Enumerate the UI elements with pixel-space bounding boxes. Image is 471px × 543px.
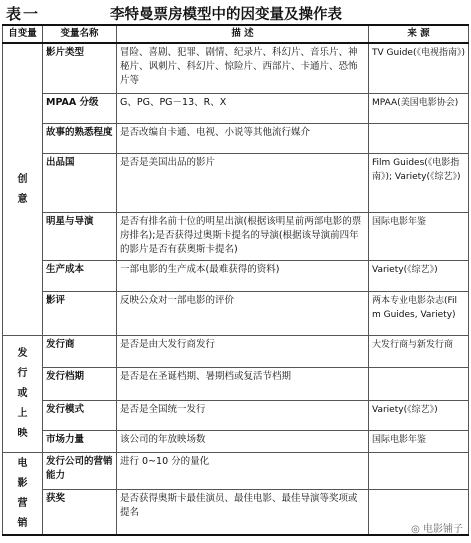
row-variable: 发行档期 — [43, 368, 117, 400]
wechat-icon: ◎ — [411, 524, 420, 535]
header-category: 自变量 — [3, 25, 43, 43]
table-row — [3, 400, 469, 430]
header-description: 描 述 — [117, 25, 369, 43]
row-variable: 故事的熟悉程度 — [43, 124, 117, 154]
row-variable: 发行公司的营销能力 — [43, 453, 117, 490]
title-row — [0, 0, 471, 24]
row-variable: 出品国 — [43, 154, 117, 213]
row-source: 大发行商与新发行商 — [369, 336, 469, 368]
table-row — [3, 430, 469, 452]
table-row — [3, 43, 469, 93]
row-source: MPAA(美国电影协会) — [369, 93, 469, 123]
row-source: Variety(《综艺》) — [369, 400, 469, 430]
row-source: Film Guides(《电影指南》); Variety(《综艺》) — [369, 154, 469, 213]
table-label: 表一 — [6, 5, 41, 23]
table-row — [3, 453, 469, 490]
row-variable: 获奖 — [43, 490, 117, 535]
category-marketing: 电影营销 — [3, 453, 43, 535]
row-description: 是否是在圣诞档期、暑期档或复活节档期 — [117, 368, 369, 400]
row-description: 该公司的年放映场数 — [117, 430, 369, 452]
row-description: 是否获得奥斯卡最佳演员、最佳电影、最佳导演等奖项或提名 — [117, 490, 369, 535]
row-source — [369, 453, 469, 490]
row-source — [369, 368, 469, 400]
row-variable: 影评 — [43, 291, 117, 335]
row-source: TV Guide(《电视指南》) — [369, 43, 469, 93]
table-row — [3, 291, 469, 335]
watermark-logo — [411, 520, 463, 535]
table-row — [3, 213, 469, 261]
row-variable: 市场力量 — [43, 430, 117, 452]
table-row — [3, 261, 469, 291]
row-description: 是否是由大发行商发行 — [117, 336, 369, 368]
table-row — [3, 124, 469, 154]
row-description: 是否改编自卡通、电视、小说等其他流行媒介 — [117, 124, 369, 154]
row-description: 一部电影的生产成本(最难获得的资料) — [117, 261, 369, 291]
row-variable: 影片类型 — [43, 43, 117, 93]
row-variable: 发行模式 — [43, 400, 117, 430]
row-description: 进行 0~10 分的量化 — [117, 453, 369, 490]
table-title: 李特曼票房模型中的因变量及操作表 — [110, 7, 342, 23]
header-variable: 变量名称 — [43, 25, 117, 43]
row-source: 两本专业电影杂志(Film Guides, Variety) — [369, 291, 469, 335]
table-row — [3, 490, 469, 535]
row-source — [369, 124, 469, 154]
row-description: G、PG、PG－13、R、X — [117, 93, 369, 123]
watermark-text: 电影铺子 — [423, 524, 463, 535]
row-variable: 发行商 — [43, 336, 117, 368]
row-variable: 生产成本 — [43, 261, 117, 291]
category-creative: 创意 — [3, 43, 43, 336]
row-variable: 明星与导演 — [43, 213, 117, 261]
row-description: 冒险、喜剧、犯罪、剧情、纪录片、科幻片、音乐片、神秘片、讽刺片、科幻片、惊险片、西部片、卡通片、恐怖片等 — [117, 43, 369, 93]
table-row — [3, 368, 469, 400]
table-row — [3, 93, 469, 123]
row-description: 是否有排名前十位的明星出演(根据该明星前两部电影的票房排名);是否获得过奥斯卡提名的导演(根据该导演前四年的影片是否有获奥斯卡提名) — [117, 213, 369, 261]
row-description: 反映公众对一部电影的评价 — [117, 291, 369, 335]
row-source: 国际电影年鉴 — [369, 213, 469, 261]
header-source: 来 源 — [369, 25, 469, 43]
row-source: Variety(《综艺》) — [369, 261, 469, 291]
table-header-row — [3, 25, 469, 43]
row-source: 国际电影年鉴 — [369, 430, 469, 452]
row-description: 是否是全国统一发行 — [117, 400, 369, 430]
table-row — [3, 336, 469, 368]
row-variable: MPAA 分级 — [43, 93, 117, 123]
row-description: 是否是美国出品的影片 — [117, 154, 369, 213]
table-row — [3, 154, 469, 213]
category-release: 发行或上映 — [3, 336, 43, 453]
variables-table — [2, 24, 469, 536]
